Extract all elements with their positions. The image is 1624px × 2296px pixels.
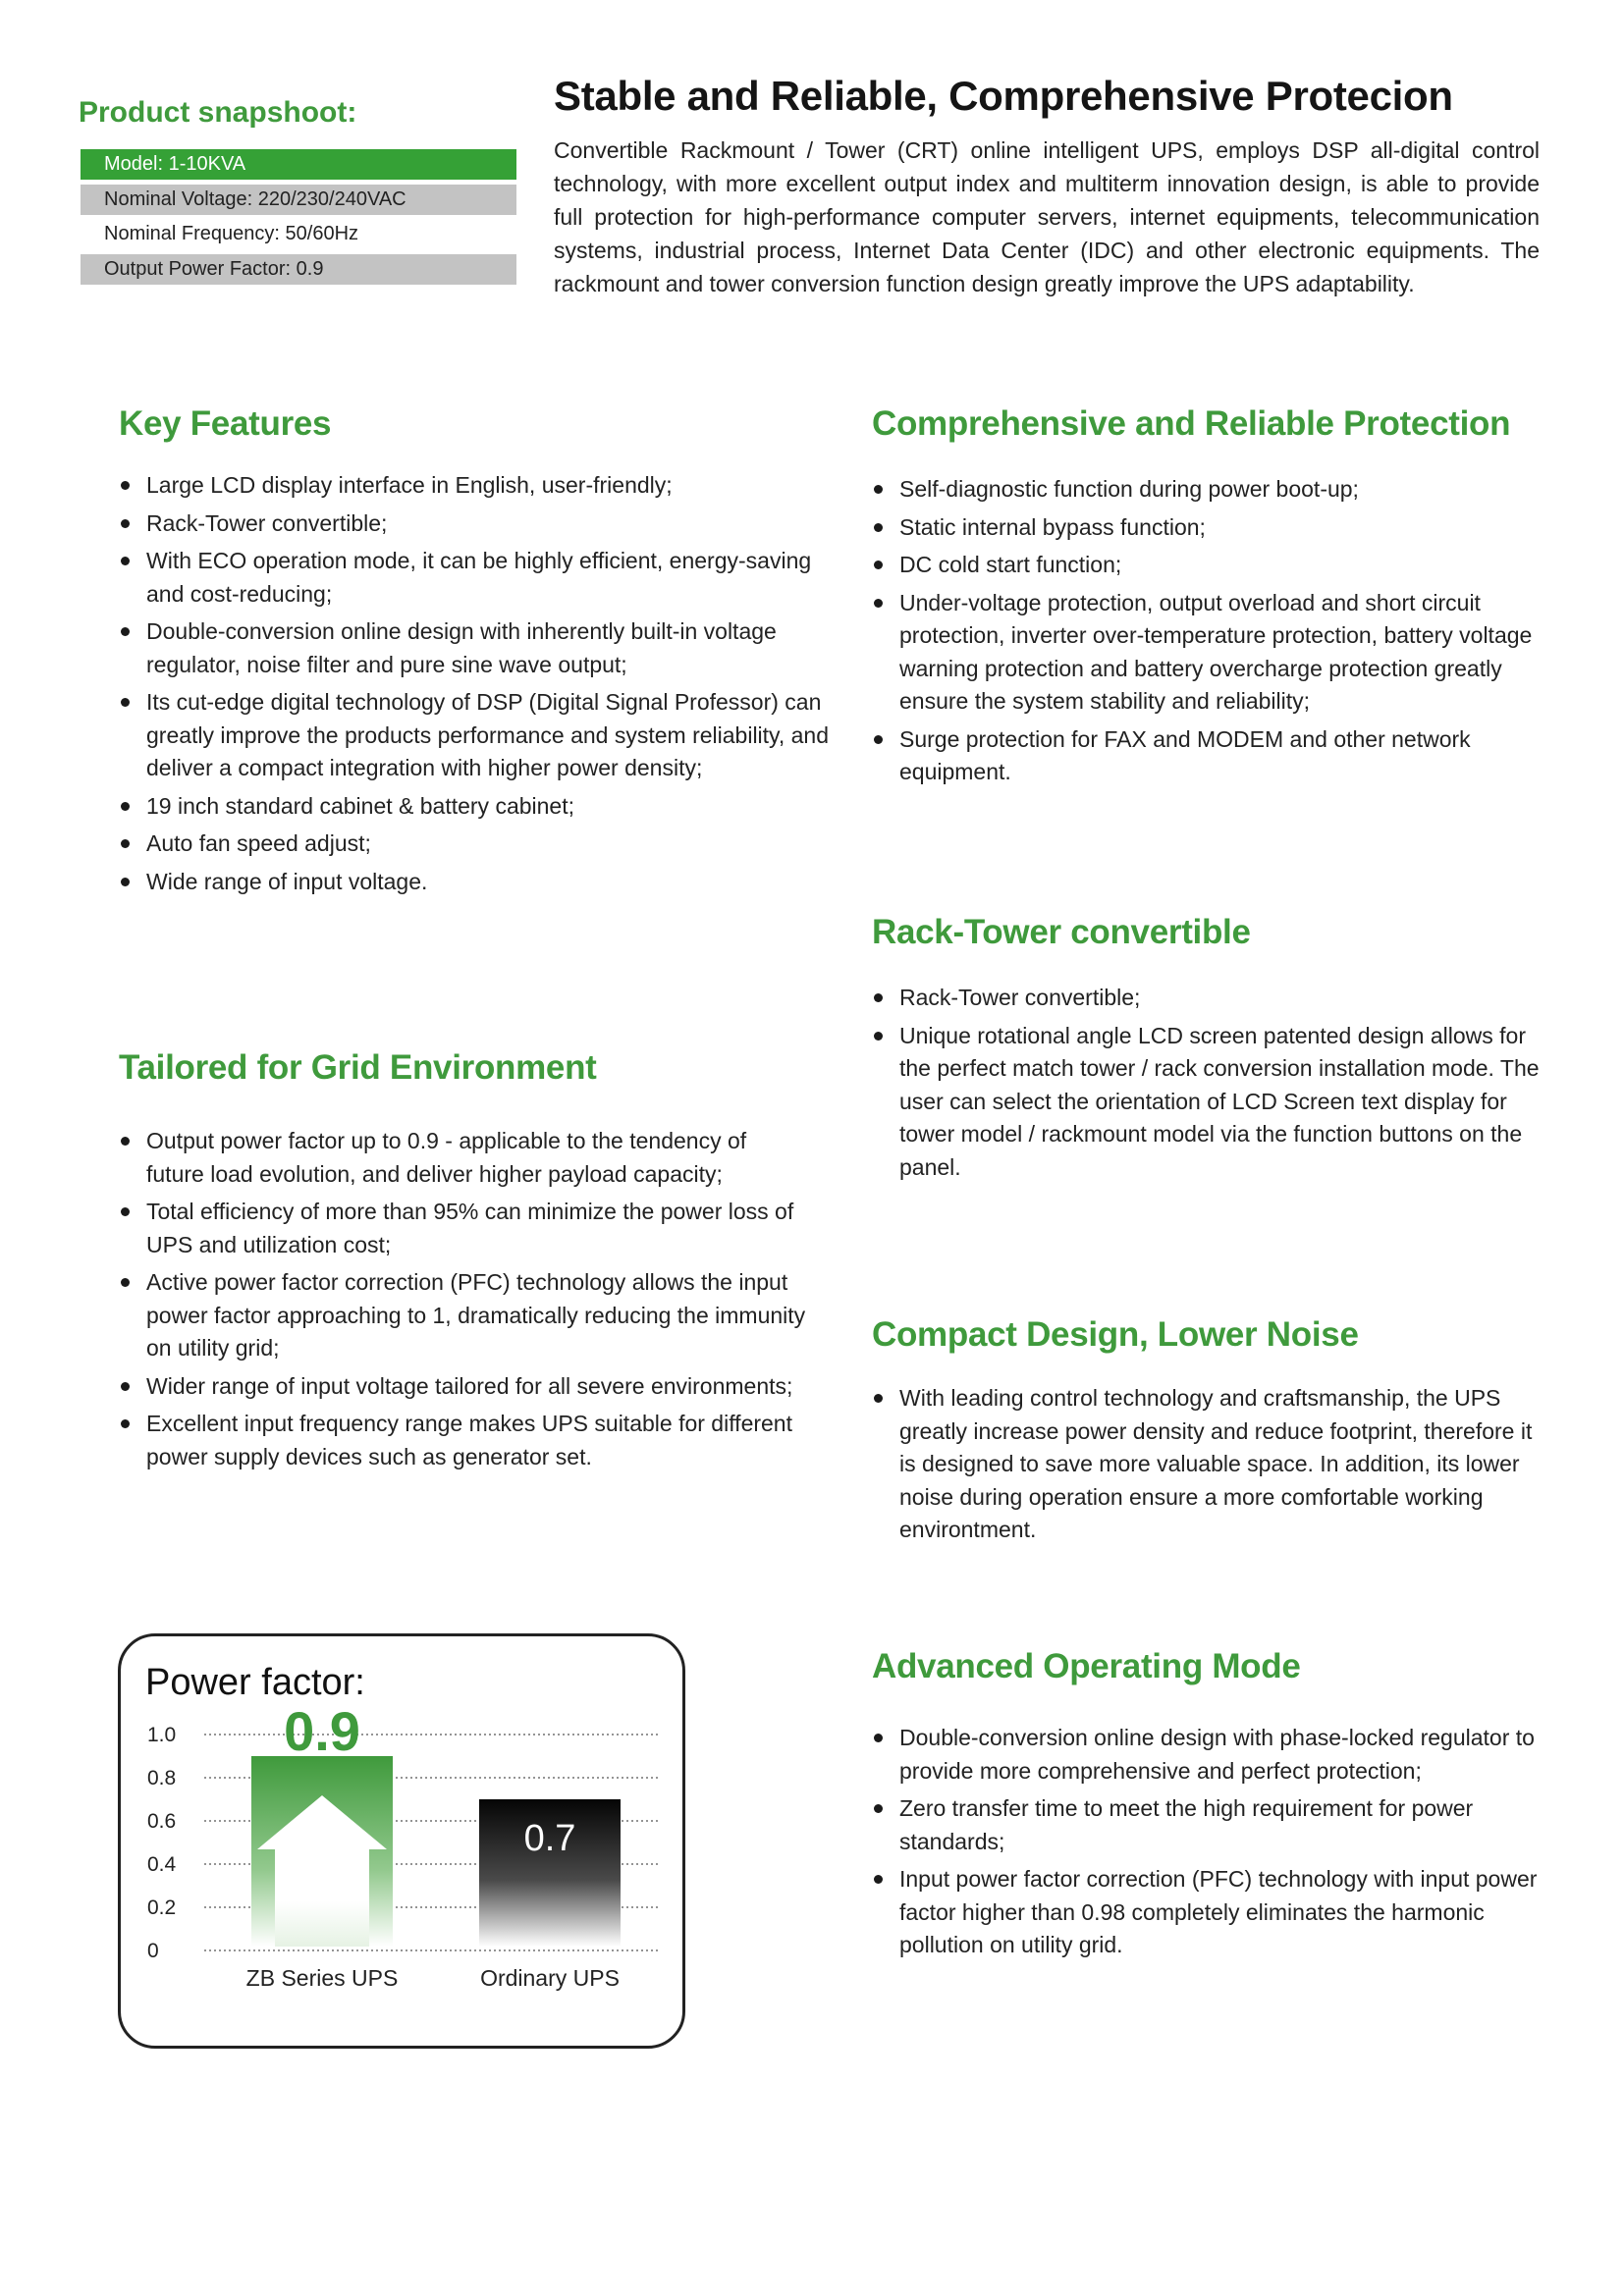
bullet-icon [121,1419,130,1428]
bullet-icon [121,627,130,636]
list-item [119,615,836,681]
list-item-text: Unique rotational angle LCD screen patented design allows for the perfect match tower / rack conversion installation mode. The user can select the orientation of LCD Screen text display for tower model / rackmount model via the function buttons on the panel. [899,1022,1540,1180]
bullet-icon [121,519,130,528]
list-item [119,1266,806,1365]
list-item [119,686,836,785]
y-tick-label: 1.0 [147,1724,177,1746]
list-item [119,790,836,824]
list-item [119,1196,806,1261]
list-item-text: Under-voltage protection, output overload and short circuit protection, inverter over-temperature protection, battery voltage warning protection and battery overcharge protection greatly ensure the system stability and reliability; [899,589,1533,714]
y-tick-label: 0.6 [147,1810,177,1833]
bullet-icon [121,481,130,490]
list-item [119,866,836,899]
list-item [872,511,1559,545]
list-item [872,1863,1559,1962]
snapshot-row: Model: 1-10KVA [81,149,516,180]
y-tick-label: 0.2 [147,1896,177,1919]
protection-list [872,473,1559,794]
list-item [119,1408,806,1473]
bullet-icon [121,1382,130,1391]
protection-title: Comprehensive and Reliable Protection [872,404,1511,443]
bullet-icon [874,1804,883,1813]
x-category-label: Ordinary UPS [480,1965,620,1991]
list-item [872,473,1559,507]
list-item [872,1020,1540,1185]
grid-title: Tailored for Grid Environment [119,1048,597,1087]
data-label: 0.9 [284,1708,360,1762]
list-item [119,469,836,503]
bullet-icon [874,993,883,1002]
list-item-text: 19 inch standard cabinet & battery cabinet; [146,792,575,819]
snapshot-row: Nominal Voltage: 220/230/240VAC [81,185,516,215]
snapshot-title: Product snapshoot: [79,96,357,129]
power-factor-chart [118,1708,685,2022]
bullet-icon [874,1734,883,1742]
key-features-list [119,469,836,903]
intro-paragraph: Convertible Rackmount / Tower (CRT) online intelligent UPS, employs DSP all-digital control technology, with more excellent output index and multiterm innovation design, is able to provide full protection for high-performance computer servers, internet equipments, telecommunication systems, industrial process, Internet Data Center (IDC) and other electronic equipments. The rackmount and tower conversion function design greatly improve the UPS adaptability. [554,137,1540,296]
list-item-text: Static internal bypass function; [899,513,1206,540]
bullet-icon [121,557,130,565]
advanced-list [872,1722,1559,1967]
y-tick-label: 0 [147,1940,159,1962]
rack-tower-title: Rack-Tower convertible [872,913,1251,951]
list-item-text: Input power factor correction (PFC) technology with input power factor higher than 0.98 completely eliminates the harmonic pollution on utility grid. [899,1866,1538,1957]
list-item-text: Double-conversion online design with inherently built-in voltage regulator, noise filter and pure sine wave output; [146,618,777,677]
bullet-icon [121,878,130,886]
list-item [872,982,1540,1015]
list-item-text: With leading control technology and craftsmanship, the UPS greatly increase power density and reduce footprint, therefore it is designed to save more valuable space. In addition, its lower noise during operation ensure a more comfortable working environtment. [899,1385,1533,1542]
list-item-text: Its cut-edge digital technology of DSP (Digital Signal Professor) can greatly improve the products performance and system reliability, and deliver a compact integration with higher power density; [146,689,830,780]
bullet-icon [121,1207,130,1216]
list-item-text: Active power factor correction (PFC) technology allows the input power factor approaching to 1, dramatically reducing the immunity on utility grid; [146,1269,806,1361]
list-item-text: Auto fan speed adjust; [146,830,371,856]
bullet-icon [121,802,130,811]
list-item [119,1370,806,1404]
compact-title: Compact Design, Lower Noise [872,1315,1359,1354]
bullet-icon [121,1278,130,1287]
bullet-icon [874,561,883,569]
bullet-icon [874,1032,883,1041]
y-tick-label: 0.8 [147,1767,177,1789]
x-category-label: ZB Series UPS [245,1965,399,1991]
list-item-text: Wider range of input voltage tailored for all severe environments; [146,1372,793,1399]
list-item-text: Large LCD display interface in English, user-friendly; [146,472,673,498]
data-label: 0.7 [523,1818,576,1859]
list-item [872,1382,1549,1547]
list-item-text: Excellent input frequency range makes UPS suitable for different power supply devices such as generator set. [146,1411,792,1469]
compact-list [872,1382,1549,1552]
list-item [119,507,836,541]
list-item [872,549,1559,582]
bullet-icon [874,485,883,494]
page-title: Stable and Reliable, Comprehensive Protecion [554,73,1453,119]
list-item [872,1722,1559,1788]
chart-title: Power factor: [145,1662,365,1703]
list-item-text: Rack-Tower convertible; [899,985,1141,1010]
bullet-icon [121,698,130,707]
snapshot-row: Nominal Frequency: 50/60Hz [81,219,516,249]
key-features-title: Key Features [119,404,332,443]
rack-tower-list [872,982,1540,1189]
list-item-text: DC cold start function; [899,552,1122,577]
list-item-text: Rack-Tower convertible; [146,509,388,536]
advanced-title: Advanced Operating Mode [872,1647,1301,1685]
bullet-icon [121,1137,130,1146]
list-item [872,1792,1559,1858]
bullet-icon [874,1875,883,1884]
list-item [119,1125,806,1191]
list-item-text: Output power factor up to 0.9 - applicable to the tendency of future load evolution, and deliver higher payload capacity; [146,1128,747,1187]
bullet-icon [874,523,883,532]
bullet-icon [874,599,883,608]
list-item-text: Total efficiency of more than 95% can minimize the power loss of UPS and utilization cost; [146,1199,794,1257]
list-item [872,723,1559,789]
list-item-text: Wide range of input voltage. [146,868,428,894]
grid-list [119,1125,806,1478]
list-item-text: Surge protection for FAX and MODEM and other network equipment. [899,725,1471,784]
list-item-text: Double-conversion online design with phase-locked regulator to provide more comprehensive and perfect protection; [899,1725,1535,1784]
bullet-icon [874,735,883,744]
list-item [872,587,1559,719]
list-item-text: Self-diagnostic function during power boot-up; [899,476,1359,502]
bullet-icon [874,1394,883,1403]
bullet-icon [121,839,130,848]
list-item-text: Zero transfer time to meet the high requirement for power standards; [899,1795,1474,1854]
snapshot-row: Output Power Factor: 0.9 [81,254,516,285]
list-item [119,828,836,861]
list-item-text: With ECO operation mode, it can be highly efficient, energy-saving and cost-reducing; [146,548,812,607]
list-item [119,545,836,611]
y-tick-label: 0.4 [147,1853,177,1876]
